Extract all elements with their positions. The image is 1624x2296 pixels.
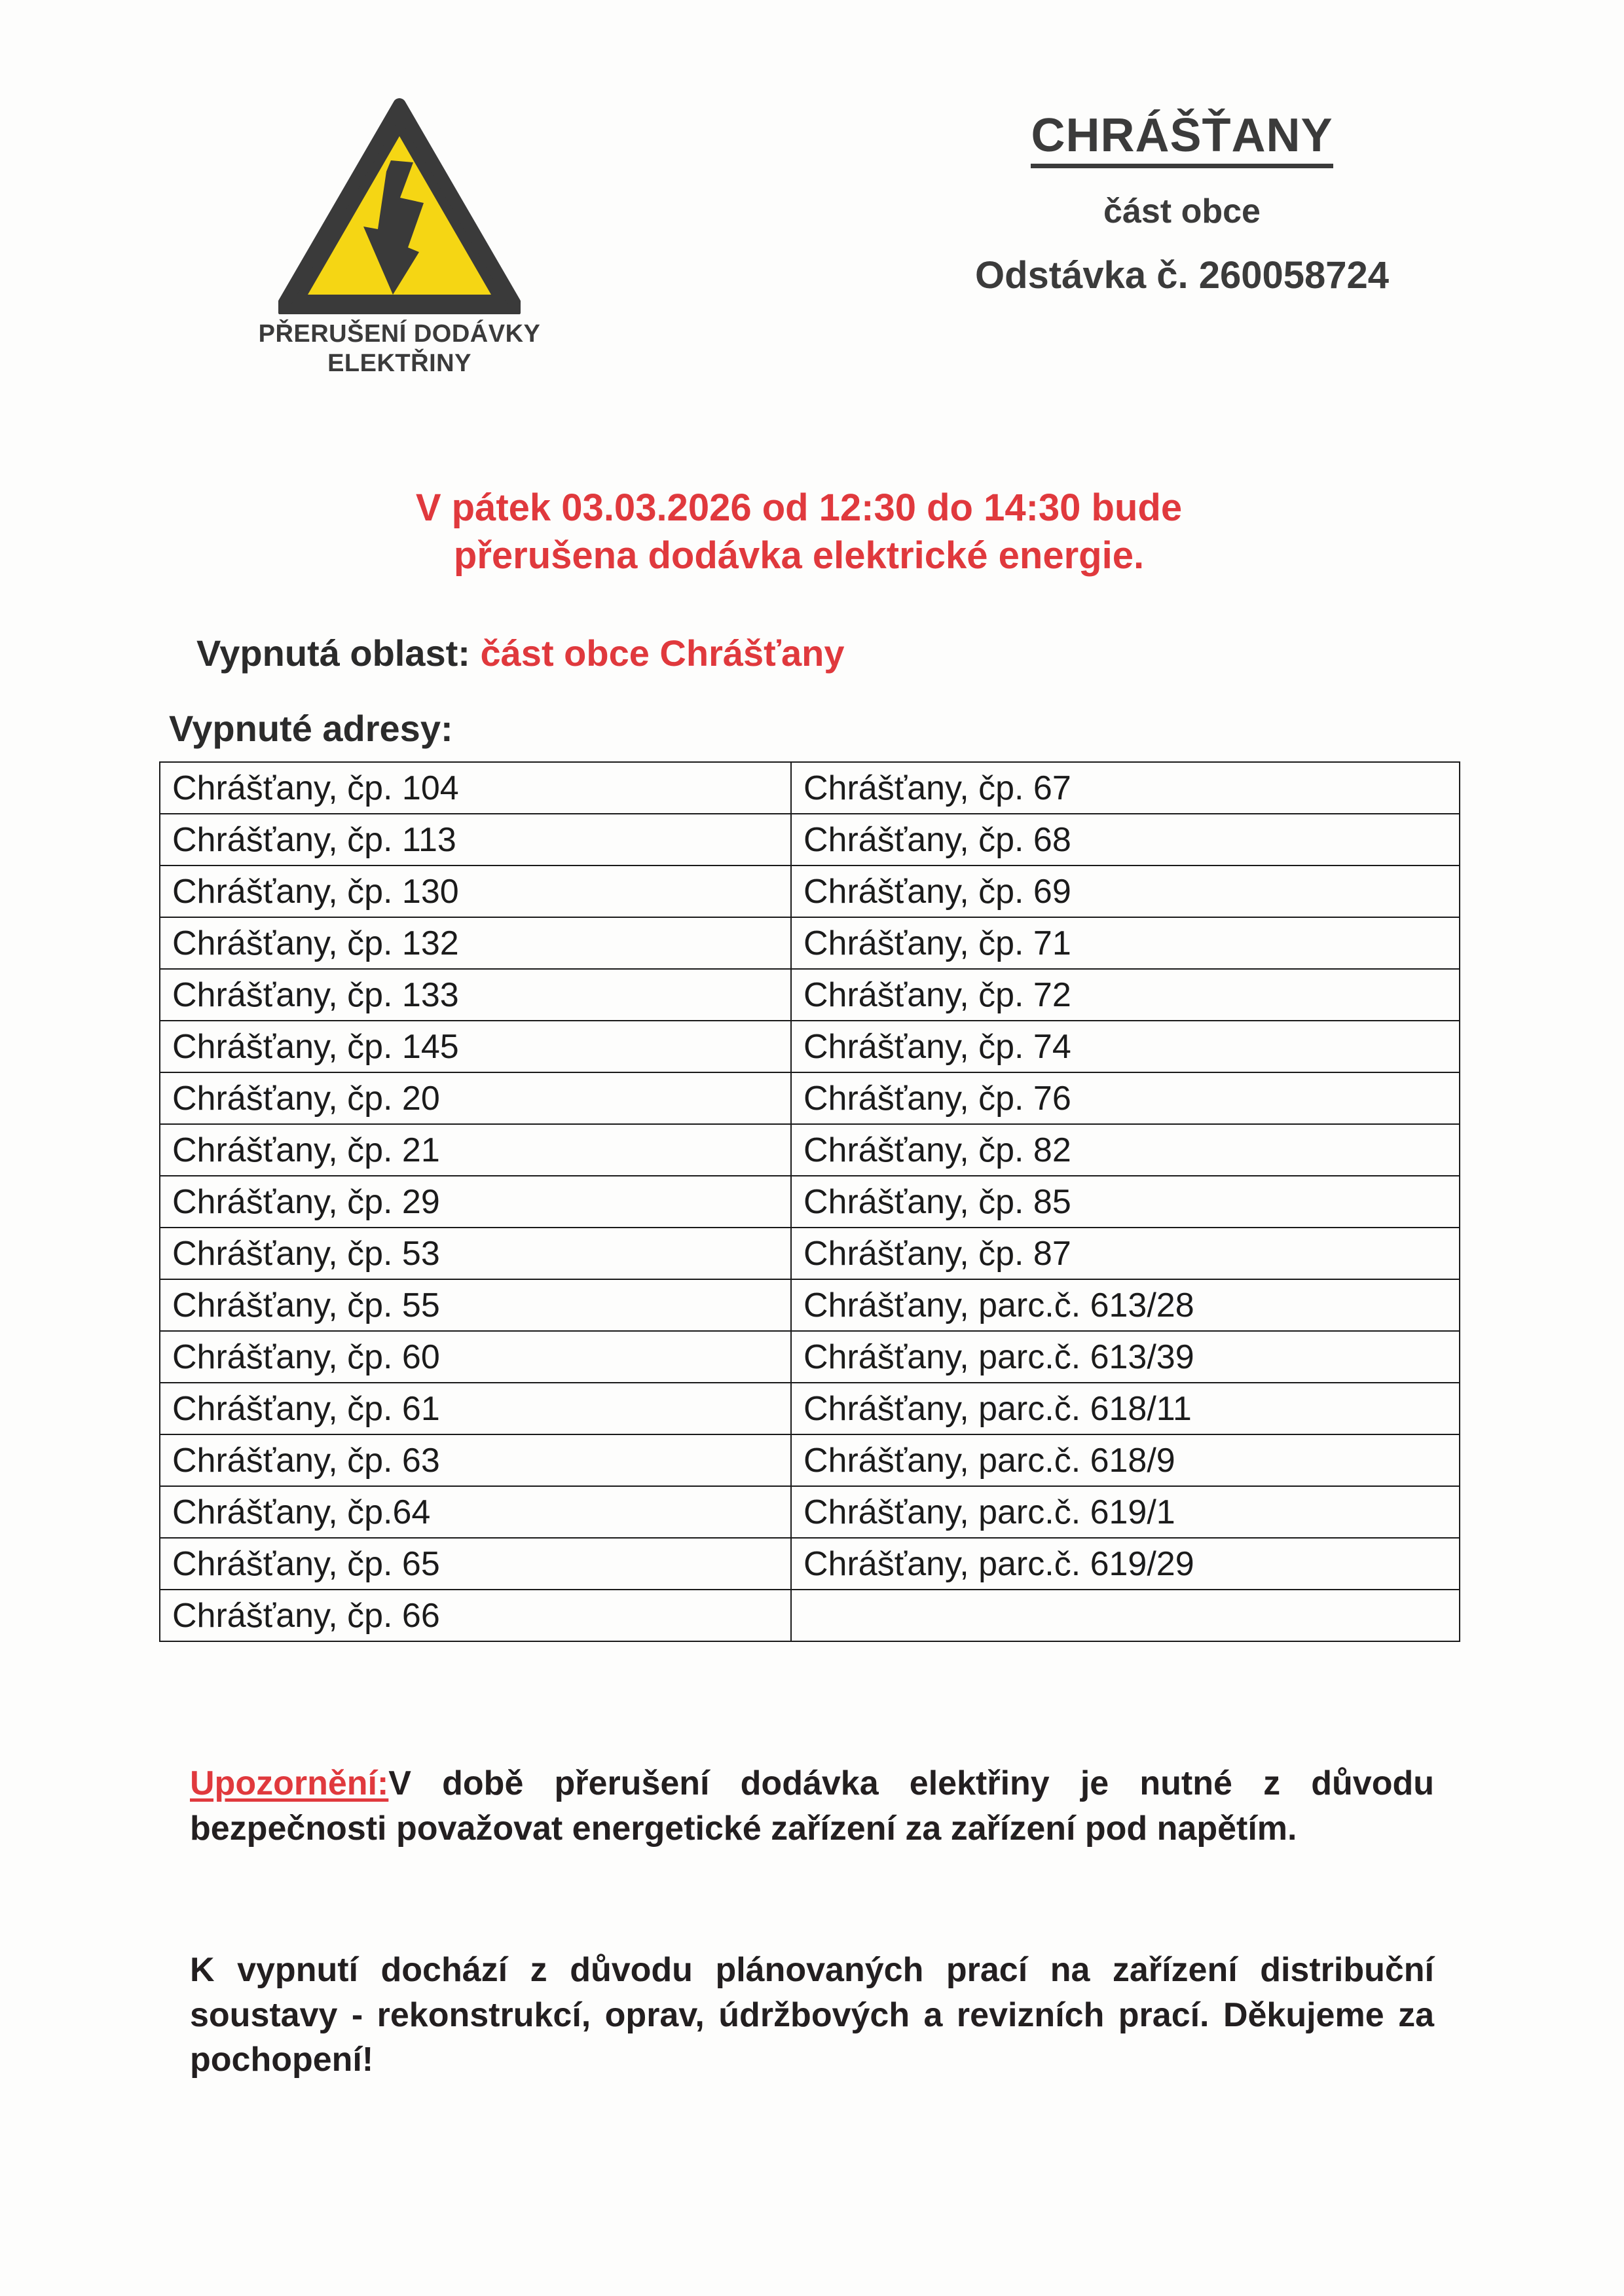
address-cell-right: Chrášťany, parc.č. 613/28: [791, 1279, 1460, 1331]
table-row: [160, 866, 1460, 917]
address-cell-right: Chrášťany, parc.č. 618/11: [791, 1383, 1460, 1434]
address-cell-right: Chrášťany, čp. 72: [791, 969, 1460, 1021]
warning-label: Upozornění:: [190, 1764, 389, 1802]
address-cell-left: Chrášťany, čp. 53: [160, 1228, 791, 1279]
address-cell-left: Chrášťany, čp. 66: [160, 1590, 791, 1641]
address-cell-left: Chrášťany, čp. 20: [160, 1072, 791, 1124]
table-row: [160, 1434, 1460, 1486]
address-cell-right: Chrášťany, čp. 87: [791, 1228, 1460, 1279]
logo-block: [216, 98, 583, 378]
address-cell-left: Chrášťany, čp. 55: [160, 1279, 791, 1331]
warning-text: V době přerušení dodávka elektřiny je nutné z důvodu bezpečnosti považovat energetické zařízení za zařízení pod napětím.: [190, 1764, 1434, 1848]
address-cell-left: Chrášťany, čp. 29: [160, 1176, 791, 1228]
table-row: [160, 1538, 1460, 1590]
affected-addresses-table: [159, 761, 1460, 1642]
table-row: [160, 1176, 1460, 1228]
address-cell-left: Chrášťany, čp. 21: [160, 1124, 791, 1176]
address-cell-right: Chrášťany, parc.č. 619/29: [791, 1538, 1460, 1590]
address-cell-left: Chrášťany, čp. 113: [160, 814, 791, 866]
logo-caption-line2: ELEKTŘINY: [327, 349, 471, 377]
affected-area-line: [196, 632, 844, 674]
address-cell-left: Chrášťany, čp. 63: [160, 1434, 791, 1486]
table-row: [160, 1331, 1460, 1383]
logo-caption-line1: PŘERUŠENÍ DODÁVKY: [258, 320, 541, 348]
address-cell-left: Chrášťany, čp. 145: [160, 1021, 791, 1072]
address-cell-left: Chrášťany, čp. 133: [160, 969, 791, 1021]
table-row: [160, 1279, 1460, 1331]
table-row: [160, 814, 1460, 866]
title-block: [812, 111, 1552, 297]
address-cell-left: Chrášťany, čp. 130: [160, 866, 791, 917]
addresses-label: Vypnuté adresy:: [169, 708, 453, 749]
address-cell-right: Chrášťany, čp. 74: [791, 1021, 1460, 1072]
table-row: [160, 1124, 1460, 1176]
outage-notice-line1: V pátek 03.03.2026 od 12:30 do 14:30 bude: [415, 486, 1183, 529]
address-cell-left: Chrášťany, čp. 104: [160, 762, 791, 814]
table-row: [160, 917, 1460, 969]
address-cell-right: Chrášťany, čp. 68: [791, 814, 1460, 866]
table-row: [160, 1590, 1460, 1641]
outage-notice-line2: přerušena dodávka elektrické energie.: [453, 534, 1145, 577]
outage-notice: [157, 484, 1441, 579]
reason-paragraph: [190, 1948, 1434, 2083]
table-row: [160, 969, 1460, 1021]
address-cell-left: Chrášťany, čp. 132: [160, 917, 791, 969]
high-voltage-warning-triangle-icon: [278, 98, 521, 314]
address-cell-right: [791, 1590, 1460, 1641]
affected-area-label: Vypnutá oblast:: [196, 632, 470, 674]
address-cell-right: Chrášťany, parc.č. 619/1: [791, 1486, 1460, 1538]
address-cell-right: Chrášťany, čp. 82: [791, 1124, 1460, 1176]
affected-area-value: část obce Chrášťany: [480, 632, 845, 674]
address-cell-right: Chrášťany, čp. 67: [791, 762, 1460, 814]
address-cell-right: Chrášťany, čp. 76: [791, 1072, 1460, 1124]
table-row: [160, 1072, 1460, 1124]
table-row: [160, 1383, 1460, 1434]
address-cell-right: Chrášťany, čp. 85: [791, 1176, 1460, 1228]
address-cell-right: Chrášťany, parc.č. 613/39: [791, 1331, 1460, 1383]
reason-text: K vypnutí dochází z důvodu plánovaných prací na zařízení distribuční soustavy - rekonstrukcí, oprav, údržbových a revizních prací. Děkujeme za pochopení!: [190, 1951, 1434, 2079]
table-row: [160, 762, 1460, 814]
table-row: [160, 1228, 1460, 1279]
warning-paragraph: [190, 1761, 1434, 1851]
address-cell-left: Chrášťany, čp. 65: [160, 1538, 791, 1590]
address-cell-left: Chrášťany, čp.64: [160, 1486, 791, 1538]
page-title: CHRÁŠŤANY: [1031, 111, 1333, 168]
document-header: [0, 98, 1624, 439]
table-row: [160, 1486, 1460, 1538]
address-cell-right: Chrášťany, parc.č. 618/9: [791, 1434, 1460, 1486]
table-row: [160, 1021, 1460, 1072]
address-cell-left: Chrášťany, čp. 60: [160, 1331, 791, 1383]
logo-caption: [216, 319, 583, 378]
address-cell-right: Chrášťany, čp. 71: [791, 917, 1460, 969]
outage-number: Odstávka č. 260058724: [974, 253, 1390, 297]
address-cell-right: Chrášťany, čp. 69: [791, 866, 1460, 917]
page-subtitle: část obce: [1103, 192, 1261, 230]
address-cell-left: Chrášťany, čp. 61: [160, 1383, 791, 1434]
